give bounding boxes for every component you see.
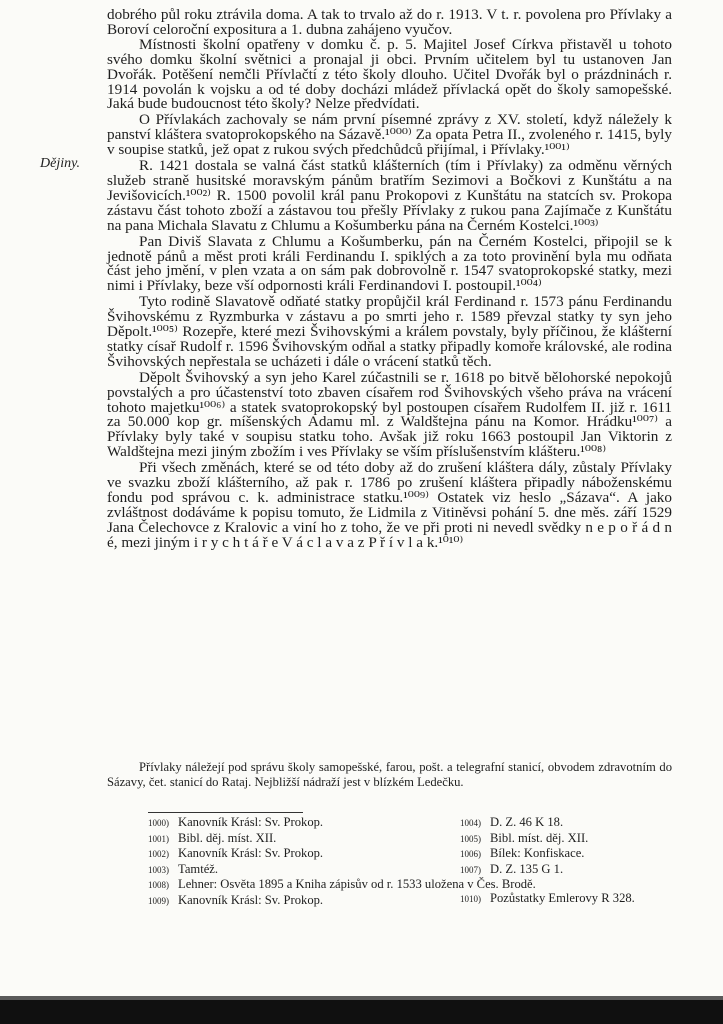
footnote-number: 1003) (148, 864, 169, 875)
footnotes-right-column (460, 815, 700, 907)
margin-heading: Dějiny. (40, 156, 81, 171)
footnote-text: Lehner: Osvěta 1895 a Kniha zápisův od r. 1533 uložena v Čes. Brodě. (178, 877, 536, 892)
footnote (148, 815, 448, 831)
footnote-number: 1001) (148, 833, 169, 844)
note-text: Přívlaky náležejí pod správu školy samopešské, farou, pošt. a telegrafní stanicí, obvodem zdravotním do Sázavy, čet. stanicí do Rataj. Nejbližší nádraží jest v blízkém Ledečku. (107, 760, 672, 789)
footnote-text: Tamtéž. (178, 861, 219, 876)
footnote-number: 1004) (460, 818, 481, 828)
footnote-text: Kanovník Krásl: Sv. Prokop. (178, 846, 324, 861)
paragraph: R. 1421 dostala se valná část statků klášterních (tím i Přívlaky) za odměnu věrných služeb straně husitské moravským pánům bratřím Sezimovi a Bočkovi z Kunštátu a na Jevišovicích.¹⁰⁰²⁾ R. 1500 povolil král panu Prokopovi z Kunštátu na statcích sv. Prokopa zástavu část tohoto zboží a zástavou tou přešly Přívlaky z rukou pana Zajímače z Kunštátu na pana Michala Slavatu z Chlumu a Košumberku pána na Černém Kostelci.¹⁰⁰³⁾ (107, 157, 672, 234)
footnote-number: 1005) (460, 833, 481, 844)
scan-bottom-edge (0, 996, 723, 1024)
footnote-text: Bílek: Konfiskace. (490, 846, 585, 861)
footnote-number: 1000) (148, 818, 169, 828)
footnote-text: Kanovník Krásl: Sv. Prokop. (178, 815, 324, 829)
paragraph: dobrého půl roku ztrávila doma. A tak to trvalo až do r. 1913. V t. r. povolena pro Přívlaky a Boroví celoroční expositura a 1. dubna zahájeno vyučov. (107, 6, 672, 38)
footnote-text: Bibl. děj. míst. XII. (178, 830, 277, 845)
footnote-number: 1002) (148, 849, 169, 860)
footnote-text: D. Z. 135 G 1. (490, 861, 564, 876)
paragraph: Pan Diviš Slavata z Chlumu a Košumberku, pán na Černém Kostelci, připojil se k jednotě pánů a měst proti králi Ferdinandu I. spiklých a za toto provinění byla mu odňata část jeho jmění, v plen vzata a on sám pak dobrovolně r. 1547 svatoprokopské statky, mezi nimi i Přívlaky, beze vší odpornosti králi Ferdinandovi I. postoupil.¹⁰⁰⁴⁾ (107, 232, 672, 295)
footnote-number: 1007) (460, 864, 481, 875)
footnote-divider (148, 812, 303, 813)
footnote-number: 1009) (148, 895, 169, 906)
main-text (107, 8, 672, 551)
footnote (148, 893, 448, 909)
footnote (460, 862, 700, 878)
footnote (460, 831, 700, 847)
paragraph-history-intro: O Přívlakách zachovaly se nám první písemné zprávy z XV. století, když náležely k panství kláštera svatoprokopského na Sázavě.¹⁰⁰⁰⁾ Za opata Petra II., zvoleného r. 1415, byly v soupise statků, jež opat z rukou svých předchůdců přijímal, i Přívlaky.¹⁰⁰¹⁾ (107, 111, 672, 159)
footnote (460, 815, 700, 831)
footnote-text: Kanovník Krásl: Sv. Prokop. (178, 892, 324, 907)
footnote (460, 846, 700, 862)
paragraph: Při všech změnách, které se od této doby až do zrušení kláštera dály, zůstaly Přívlaky ve svazku zboží klášterního, až pak r. 1786 po zrušení kláštera připadly náboženskému fondu pod správou c. k. administrace statku.¹⁰⁰⁹⁾ Ostatek viz heslo „Sázava“. A jako zvláštnost dodáváme k popisu tomuto, že Lidmila z Vitiněvsi pohání 5. dne měs. září 1529 Jana Čelechovce z Kralovic a viní ho z toho, že ve při proti ni nevedl svědky n e p o ř á d n é, mezi jiným i r y c h t á ř e V á c l a v a z P ř í v l a k.¹⁰¹⁰⁾ (107, 459, 672, 551)
footnote (148, 862, 448, 878)
footnote-text: D. Z. 46 K 18. (490, 815, 564, 829)
footnote-text: Pozůstatky Emlerovy R 328. (490, 891, 635, 906)
paragraph: Místnosti školní opatřeny v domku č. p. 5. Majitel Josef Církva přistavěl u tohoto svého domku školní světnici a pronajal ji obci. Prvním učitelem byl tu ustanoven Jan Dvořák. Potěšení nemčli Přívlačtí z této školy dlouho. Učitel Dvořák byl o prázdninách r. 1914 povolán k vojsku a od té doby docházi mládež přívlacká opět do školy samopešské. Jaká bude budoucnost této školy? Nelze předvídati. (107, 35, 672, 113)
footnote (148, 831, 448, 847)
paragraph: Tyto rodině Slavatově odňaté statky propůjčil král Ferdinand r. 1573 pánu Ferdinandu Švihovskému z Ryzmburka v zástavu a po smrti jeho r. 1589 převzal statky ty syn jeho Děpolt.¹⁰⁰⁵⁾ Rozepře, které mezi Švihovskými a králem povstaly, byly příčinou, že klášterní statky císař Rudolf r. 1596 Švihovským odňal a statky připadly komoře královské, ale rodina Švihovských nepřestala se ucházeti i dále o vrácení statků těch. (107, 293, 672, 370)
paragraph: Děpolt Švihovský a syn jeho Karel zúčastnili se r. 1618 po bitvě bělohorské nepokojů povstalých a pro účastenství toto zbaven císařem rod Švihovských všeho práva na vrácení tohoto majetku¹⁰⁰⁶⁾ a statek svatoprokopský byl postoupen císařem Rudolfem II. již r. 1611 za 50.000 kop gr. míšenských Adamu ml. z Waldštejna pánu na Komor. Hrádku¹⁰⁰⁷⁾ a Přívlaky byly také v soupisu statku toho. Avšak již roku 1663 postoupil Jan Viktorin z Waldštejna mezi jiným zbožím i ves Přívlaky se vším příslušenstvím klášteru.¹⁰⁰⁸⁾ (107, 368, 672, 461)
footnote (460, 891, 700, 907)
footnote-number: 1008) (148, 880, 169, 891)
administrative-note (107, 760, 672, 789)
footnote-number: 1006) (460, 849, 481, 860)
footnote (148, 877, 536, 893)
footnote-text: Bibl. míst. děj. XII. (490, 830, 589, 845)
footnote (148, 846, 448, 862)
footnote-number: 1010) (460, 894, 481, 905)
